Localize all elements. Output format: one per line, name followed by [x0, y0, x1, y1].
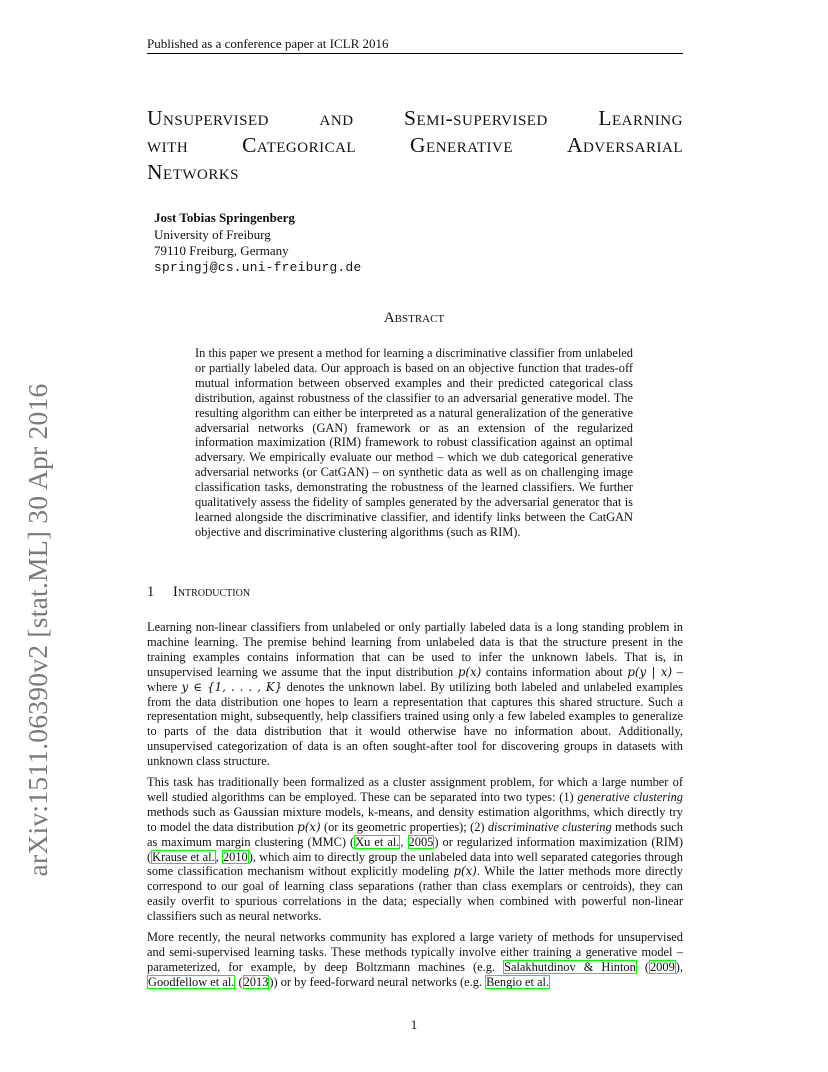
title-line-2: [147, 132, 683, 159]
title-word: Adversarial: [566, 133, 683, 157]
citation-link[interactable]: Krause et al.: [152, 849, 215, 864]
title-line-1: [147, 105, 683, 132]
section-title: Introduction: [173, 584, 251, 600]
header-rule: [147, 53, 683, 54]
section-number: 1: [147, 584, 155, 600]
citation-link[interactable]: Salakhutdinov & Hinton: [504, 959, 636, 974]
page-number: 1: [410, 1017, 418, 1032]
math-inline: p(x): [457, 664, 482, 679]
citation-link[interactable]: 2005: [408, 834, 434, 849]
arxiv-stamp: arXiv:1511.06390v2 [stat.ML] 30 Apr 2016: [22, 383, 53, 877]
math-inline: p(x): [297, 819, 321, 834]
math-inline: p(x): [453, 864, 477, 879]
author-address: 79110 Freiburg, Germany: [154, 243, 289, 258]
citation-link[interactable]: Goodfellow et al.: [148, 974, 235, 989]
citation-link[interactable]: 2009: [649, 959, 675, 974]
author-affiliation: University of Freiburg: [154, 226, 271, 242]
author-email[interactable]: springj@cs.uni-freiburg.de: [154, 259, 362, 275]
citation-link[interactable]: 2010: [222, 849, 248, 864]
abstract-heading: Abstract: [383, 310, 445, 326]
author-name: Jost Tobias Springenberg: [154, 210, 295, 225]
title-word: Generative: [410, 133, 514, 157]
paragraph-3: More recently, the neural networks community has explored a large variety of methods for unsupervised and semi-supervised learning tasks. These methods typically involve either training a generative model – parameterized, for example, by deep Boltzmann machines (e.g. Salakhutdinov & Hinton (2009), Goodfellow et al. (2013)) or by feed-forward neural networks (e.g. Bengio et al.: [147, 930, 683, 989]
title-word: Learning: [598, 106, 683, 130]
running-header: Published as a conference paper at ICLR 2016: [147, 36, 389, 51]
citation-link[interactable]: Xu et al.: [355, 834, 400, 849]
author-block: [154, 210, 361, 276]
title-word: with: [147, 133, 189, 157]
paragraph-1: Learning non-linear classifiers from unlabeled or only partially labeled data is a long standing problem in machine learning. The premise behind learning from unlabeled data is that the structure present in the training examples contains information that can be used to infer the unknown labels. That is, in unsupervised learning we assume that the input distribution p(x) contains information about p(y | x) – where y ∈ {1, . . . , K} denotes the unknown label. By utilizing both labeled and unlabeled examples from the data distribution one hopes to learn a representation that captures this shared structure. Such a representation might, subsequently, help classifiers trained using only a few labeled examples to generalize to parts of the data distribution that it would otherwise have no information about. Additionally, unsupervised categorization of data is an often sought-after tool for discovering groups in datasets with unknown class structure.: [147, 620, 683, 769]
citation-link[interactable]: 2013: [243, 974, 269, 989]
title-word: and: [319, 106, 354, 130]
title-word: Networks: [147, 160, 240, 184]
title-word: Unsupervised: [147, 106, 270, 130]
title-line-3: [147, 159, 683, 186]
paragraph-2: This task has traditionally been formalized as a cluster assignment problem, for which a large number of well studied algorithms can be employed. These can be separated into two types: (1) generative clustering methods such as Gaussian mixture models, k-means, and density estimation algorithms, which directly try to model the data distribution p(x) (or its geometric properties); (2) discriminative clustering methods such as maximum margin clustering (MMC) (Xu et al., 2005) or regularized information maximization (RIM) (Krause et al., 2010), which aim to directly group the unlabeled data into well separated categories through some classification mechanism without explicitly modeling p(x). While the latter methods more directly correspond to our goal of learning class separations (rather than class exemplars or centroids), they can easily overfit to spurious correlations in the data; especially when combined with powerful non-linear classifiers such as neural networks.: [147, 775, 684, 924]
title-word: Categorical: [242, 133, 357, 157]
title-word: Semi-supervised: [404, 106, 548, 130]
math-inline: p(y | x): [627, 664, 673, 679]
math-inline: y ∈ {1, . . . , K}: [181, 679, 283, 694]
section-heading: [147, 584, 250, 601]
italic-term: discriminative clustering: [487, 819, 612, 834]
citation-link[interactable]: Bengio et al.: [486, 974, 550, 989]
paper-title: [147, 105, 683, 186]
abstract-text: In this paper we present a method for learning a discriminative classifier from unlabeled or partially labeled data. Our approach is based on an objective function that trades-off mutual information between observed examples and their predicted categorical class distribution, against robustness of the classifier to an adversarial generative model. The resulting algorithm can either be interpreted as a natural generalization of the generative adversarial networks (GAN) framework or as an extension of the regularized information maximization (RIM) framework to robust classification against an optimal adversary. We empirically evaluate our method – which we dub categorical generative adversarial networks (or CatGAN) – on synthetic data as well as on challenging image classification tasks, demonstrating the robustness of the learned classifiers. We further qualitatively assess the fidelity of samples generated by the adversarial generator that is learned alongside the discriminative classifier, and identify links between the CatGAN objective and discriminative clustering algorithms (such as RIM).: [195, 346, 633, 539]
italic-term: generative clustering: [577, 789, 683, 804]
